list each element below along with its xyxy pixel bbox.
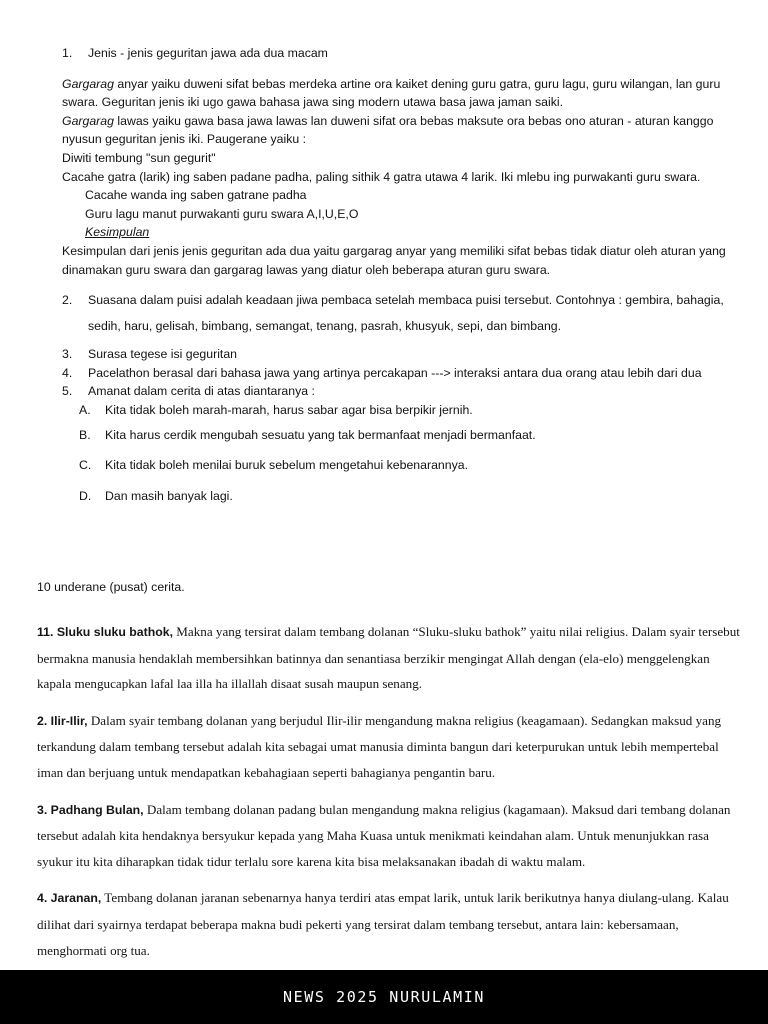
spacer	[37, 475, 743, 487]
list-item-4	[37, 364, 743, 383]
line-guru-lagu: Guru lagu manut purwakanti guru swara A,I,U,E,O	[85, 206, 359, 221]
gargarag-anyar-italic: Gargarag	[62, 76, 114, 91]
sub-list-item-c-text: Kita tidak boleh menilai buruk sebelum mengetahui kebenarannya.	[105, 458, 468, 473]
gargarag-lawas-italic: Gargarag	[62, 113, 114, 128]
line-underane-pusat-cerita: 10 underane (pusat) cerita.	[37, 580, 185, 594]
paragraph-body-sluku: Makna yang tersirat dalam tembang dolanan “Sluku-sluku bathok” yaitu nilai religius. Dalam syair tersebut bermakna manusia hendaklah membersihkan batinnya dan senantiasa berzikir mengingat Allah dengan (ela-elo) menggelengkan kapala mengucapkan lafal laa illa ha illallah disaat susah maupun senang.	[37, 624, 740, 692]
paragraph-lead-ilir: 2. Ilir-Ilir,	[37, 713, 88, 728]
list-marker-5: 5.	[62, 384, 73, 399]
paragraph-sluku-sluku-bathok	[37, 619, 743, 697]
list-item-2-text: Suasana dalam puisi adalah keadaan jiwa pembaca setelah membaca puisi tersebut. Contohnya : gembira, bahagia, sedih, haru, gelisah, bimbang, semangat, tenang, pasrah, khusyuk, sepi, dan bimbang.	[88, 293, 724, 334]
sub-list-item-b	[37, 426, 743, 445]
list-item-3	[37, 345, 743, 364]
paragraph-gargarag-anyar	[37, 75, 743, 112]
paragraph-lead-padhang: 3. Padhang Bulan,	[37, 802, 144, 817]
sub-list-marker-d: D.	[79, 488, 92, 503]
sub-list-item-d-text: Dan masih banyak lagi.	[105, 488, 233, 503]
kesimpulan-body: Kesimpulan dari jenis jenis geguritan ada dua yaitu gargarag anyar yang memiliki sifat bebas tidak diatur oleh aturan yang dinamakan guru swara dan gargarag lawas yang diatur oleh beberapa aturan guru swara.	[62, 243, 726, 277]
line-cacahe-wanda: Cacahe wanda ing saben gatrane padha	[85, 188, 307, 203]
gargarag-lawas-rest: lawas yaiku gawa basa jawa lawas lan duweni sifat ora bebas maksute ora bebas ono aturan - aturan kanggo nyusun geguritan jenis iki. Paugerane yaiku :	[62, 113, 714, 147]
line-cacahe-gatra: Cacahe gatra (larik) ing saben padane padha, paling sithik 4 gatra utawa 4 larik. Iki mlebu ing purwakanti guru swara.	[62, 169, 701, 184]
sub-list-marker-c: C.	[79, 458, 92, 473]
line-diwiti-tembung: Diwiti tembung "sun gegurit"	[62, 150, 216, 165]
list-item-2	[37, 287, 743, 339]
paragraph-ilir-ilir	[37, 708, 743, 786]
list-item-4-text: Pacelathon berasal dari bahasa jawa yang artinya percakapan ---> interaksi antara dua orang atau lebih dari dua	[88, 365, 702, 380]
sub-list-item-a	[37, 401, 743, 420]
paragraph-lead-jaranan: 4. Jaranan,	[37, 891, 102, 906]
paragraph-jaranan	[37, 885, 743, 963]
footer-watermark-text: NEWS 2025 NURULAMIN	[283, 988, 485, 1006]
sub-list-marker-a: A.	[79, 402, 91, 417]
document-body-upper	[37, 44, 743, 505]
spacer	[37, 63, 743, 75]
list-item-3-text: Surasa tegese isi geguritan	[88, 347, 238, 362]
paragraph-body-jaranan: Tembang dolanan jaranan sebenarnya hanya terdiri atas empat larik, untuk larik berikutnya hanya diulang-ulang. Kalau dilihat dari syairnya terdapat beberapa makna budi pekerti yang tersirat dalam tembang tersebut, antara lain: kebersamaan, menghormati org tua.	[37, 890, 729, 958]
kesimpulan-heading	[37, 223, 743, 242]
list-marker-4: 4.	[62, 365, 73, 380]
gargarag-anyar-rest: anyar yaiku duweni sifat bebas merdeka artine ora kaiket dening guru gatra, guru lagu, guru wilangan, lan guru swara. Geguritan jenis iki ugo gawa bahasa jawa sing modern utawa basa jawa jaman saiki.	[62, 76, 721, 110]
paragraph-gargarag-lawas	[37, 112, 743, 149]
spacer	[37, 279, 743, 287]
sub-list-item-c	[37, 456, 743, 475]
paragraph-lead-sluku: 11. Sluku sluku bathok,	[37, 625, 173, 639]
sub-list-item-a-text: Kita tidak boleh marah-marah, harus sabar agar bisa berpikir jernih.	[105, 402, 473, 417]
document-body-lower	[37, 619, 743, 974]
sub-list-item-d	[37, 487, 743, 506]
kesimpulan-label: Kesimpulan	[85, 225, 150, 240]
sub-list-item-b-text: Kita harus cerdik mengubah sesuatu yang tak bermanfaat menjadi bermanfaat.	[105, 427, 536, 442]
list-item-1-text: Jenis - jenis geguritan jawa ada dua macam	[88, 46, 328, 60]
list-item-5	[37, 382, 743, 401]
paragraph-body-padhang: Dalam tembang dolanan padang bulan mengandung makna religius (kagamaan). Maksud dari tembang dolanan tersebut adalah kita hendaknya bersyukur kepada yang Maha Kuasa untuk menikmati keindahan alam. Untuk menunjukkan rasa syukur itu kita diharapkan tidak tidur terlalu sore karena kita bisa melaksanakan ibadah di waktu malam.	[37, 801, 731, 869]
list-marker-2: 2.	[62, 293, 73, 308]
list-item-1	[37, 44, 743, 63]
paragraph-padhang-bulan	[37, 797, 743, 875]
list-item-5-text: Amanat dalam cerita di atas diantaranya :	[88, 384, 315, 399]
sub-list-marker-b: B.	[79, 427, 91, 442]
list-marker-1: 1.	[62, 46, 73, 60]
list-marker-3: 3.	[62, 347, 73, 362]
footer-bar	[0, 970, 768, 1024]
paragraph-body-ilir: Dalam syair tembang dolanan yang berjudul Ilir-ilir mengandung makna religius (keagamaan). Sedangkan maksud yang terkandung dalam tembang tersebut adalah kita sebagai umat manusia diminta bangun dari keterpurukan untuk lebih mempertebal iman dan berjuang untuk mendapatkan kebahagiaan seperti bahagianya pengantin baru.	[37, 712, 722, 780]
spacer	[37, 444, 743, 456]
